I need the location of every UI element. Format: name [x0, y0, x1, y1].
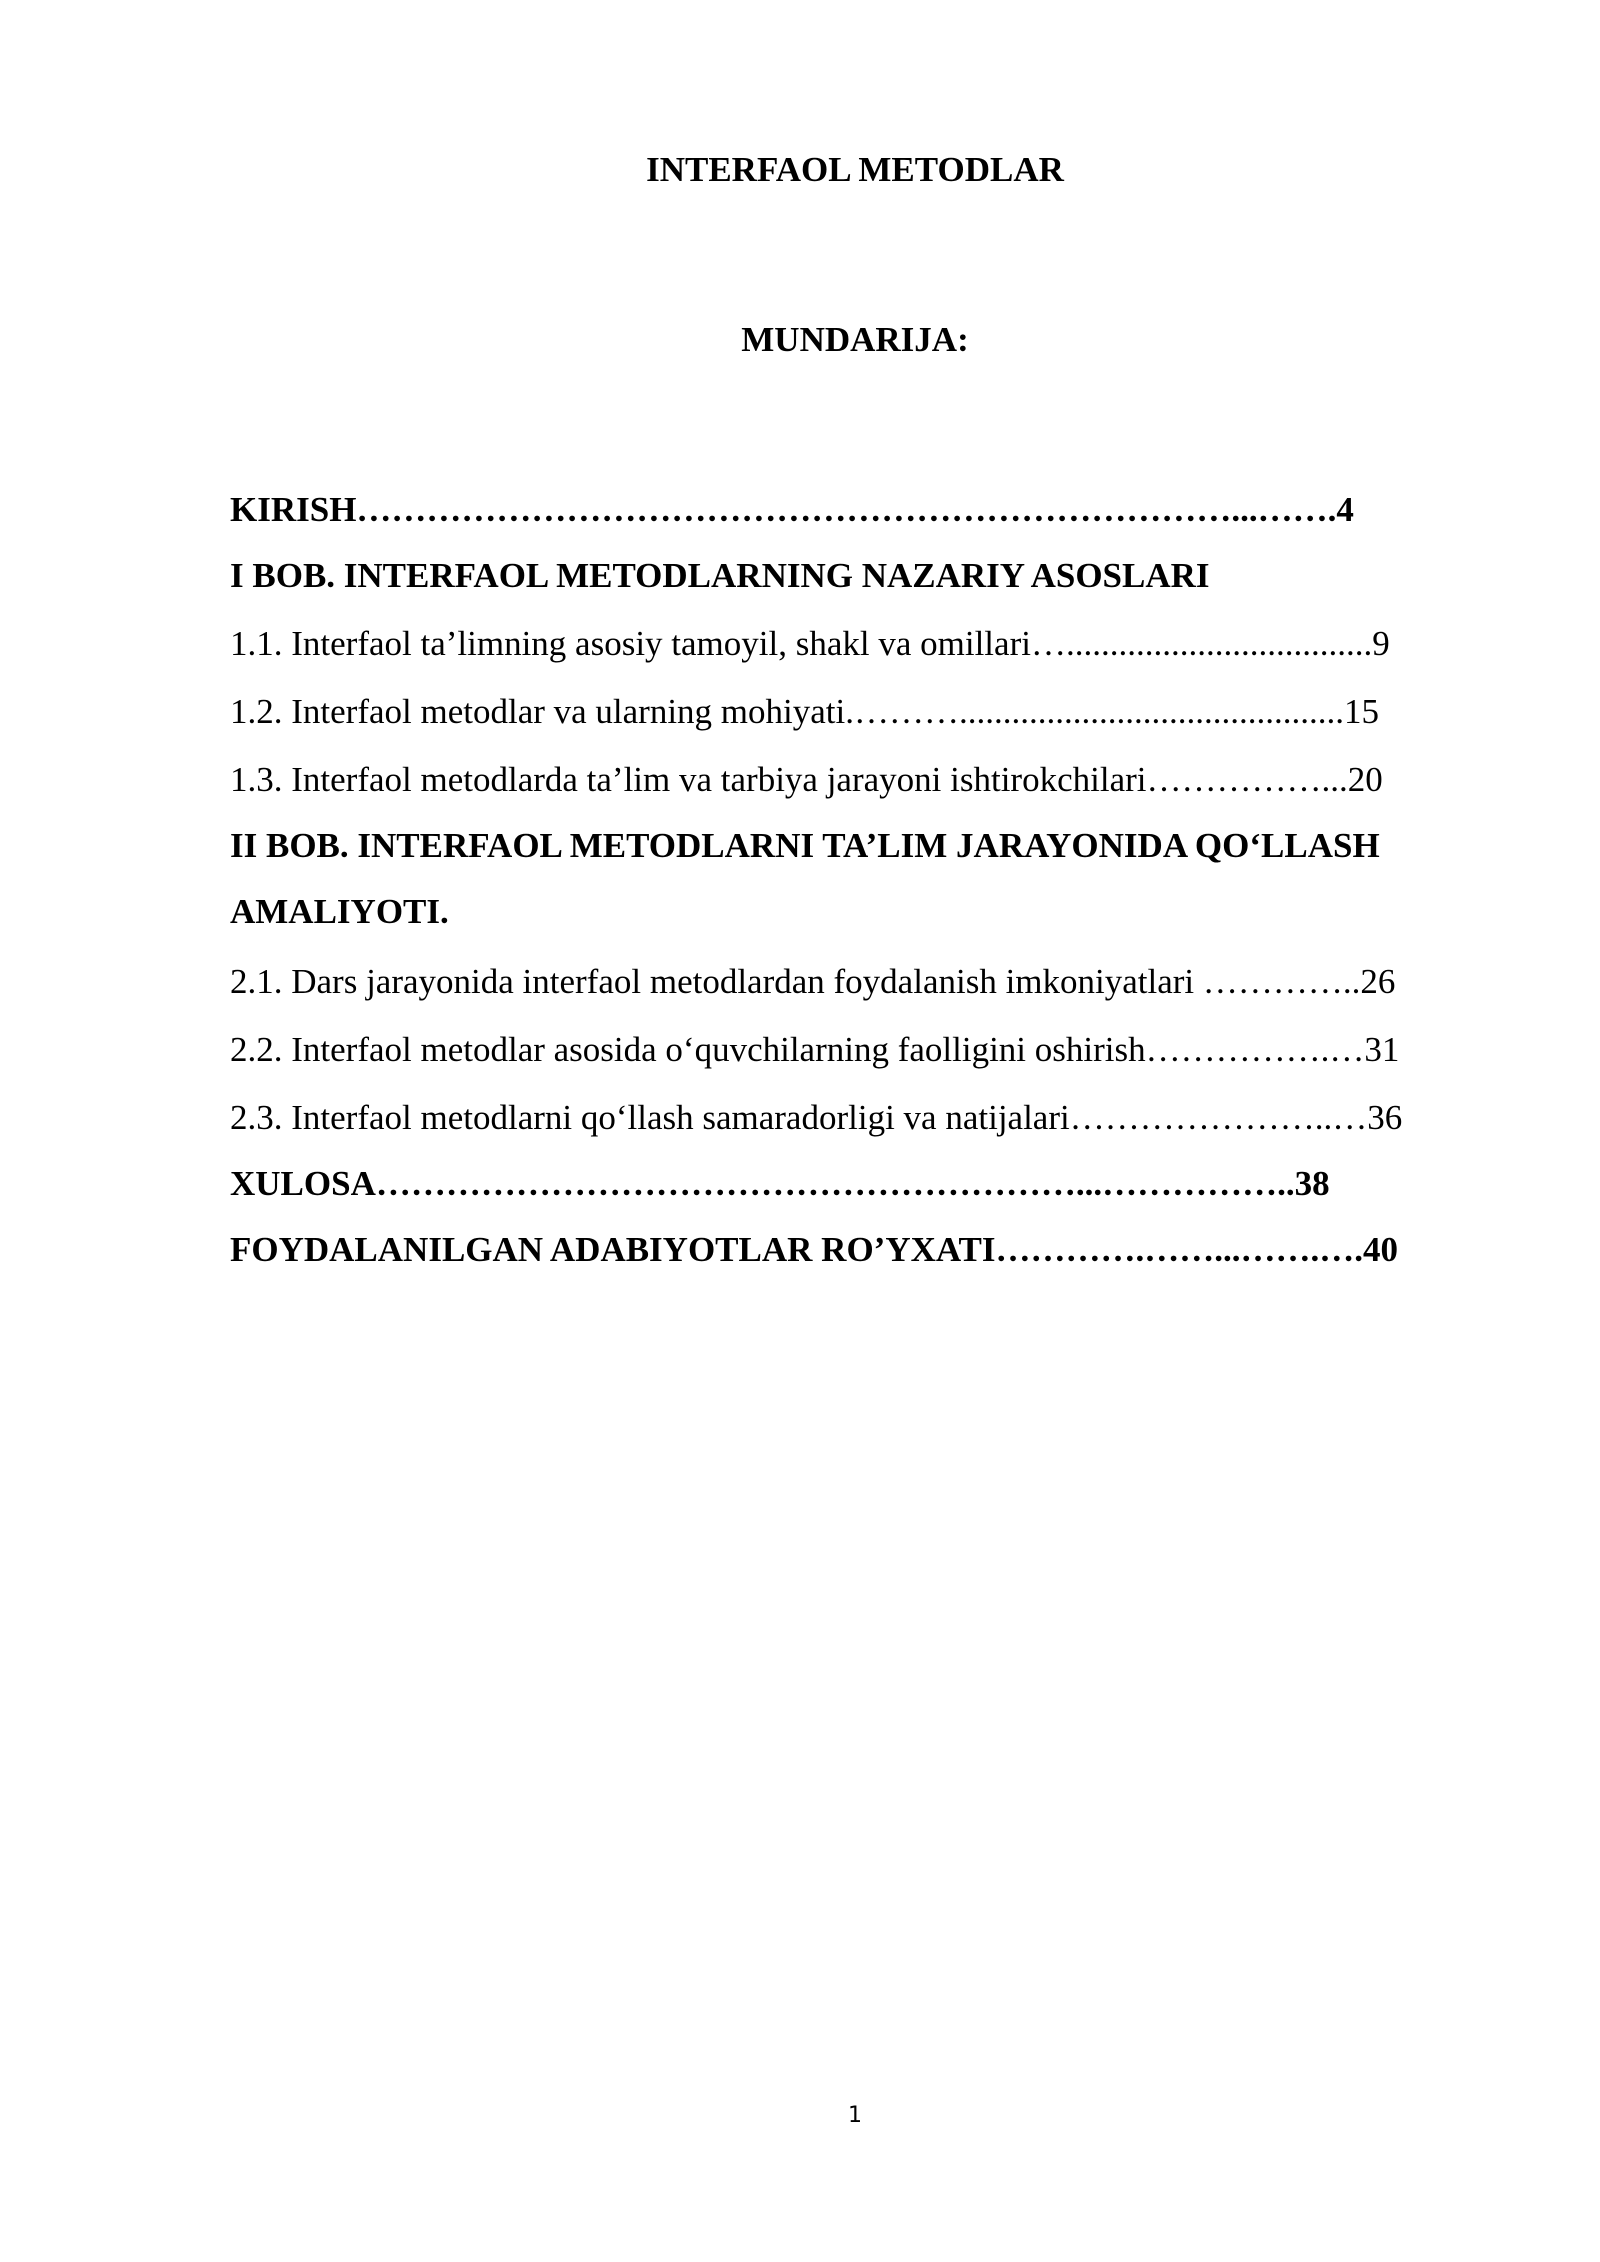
toc-entry-chapter-2: II BOB. INTERFAOL METODLARNI TA’LIM JARAYONIDA QO‘LLASH: [230, 826, 1380, 865]
toc-entry-1-2: 1.2. Interfaol metodlar va ularning mohiyati.………............................................15: [230, 692, 1379, 731]
toc-entry-2-3: 2.3. Interfaol metodlarni qo‘llash samaradorligi va natijalari…………………..…36: [230, 1098, 1403, 1137]
page-number: 1: [848, 2103, 862, 2128]
toc-entry-xulosa: XULOSA……………………………………………………...……………..38: [230, 1164, 1330, 1203]
toc-entry-2-2: 2.2. Interfaol metodlar asosida o‘quvchilarning faolligini oshirish…………….…31: [230, 1030, 1400, 1069]
toc-entry-1-3: 1.3. Interfaol metodlarda ta’lim va tarbiya jarayoni ishtirokchilari……………...20: [230, 760, 1383, 799]
toc-entry-kirish: KIRISH…………………………………………………………………...…….4: [230, 490, 1354, 529]
toc-entry-1-1: 1.1. Interfaol ta’limning asosiy tamoyil, shakl va omillari…...................................9: [230, 624, 1390, 663]
document-title: INTERFAOL METODLAR: [646, 150, 1064, 189]
toc-heading: MUNDARIJA:: [741, 320, 969, 359]
toc-entry-chapter-2-cont: AMALIYOTI.: [230, 892, 449, 931]
toc-entry-references: FOYDALANILGAN ADABIYOTLAR RO’YXATI………….……...…….….40: [230, 1230, 1399, 1269]
toc-entry-2-1: 2.1. Dars jarayonida interfaol metodlardan foydalanish imkoniyatlari …………..26: [230, 962, 1396, 1001]
toc-entry-chapter-1: I BOB. INTERFAOL METODLARNING NAZARIY ASOSLARI: [230, 556, 1210, 595]
